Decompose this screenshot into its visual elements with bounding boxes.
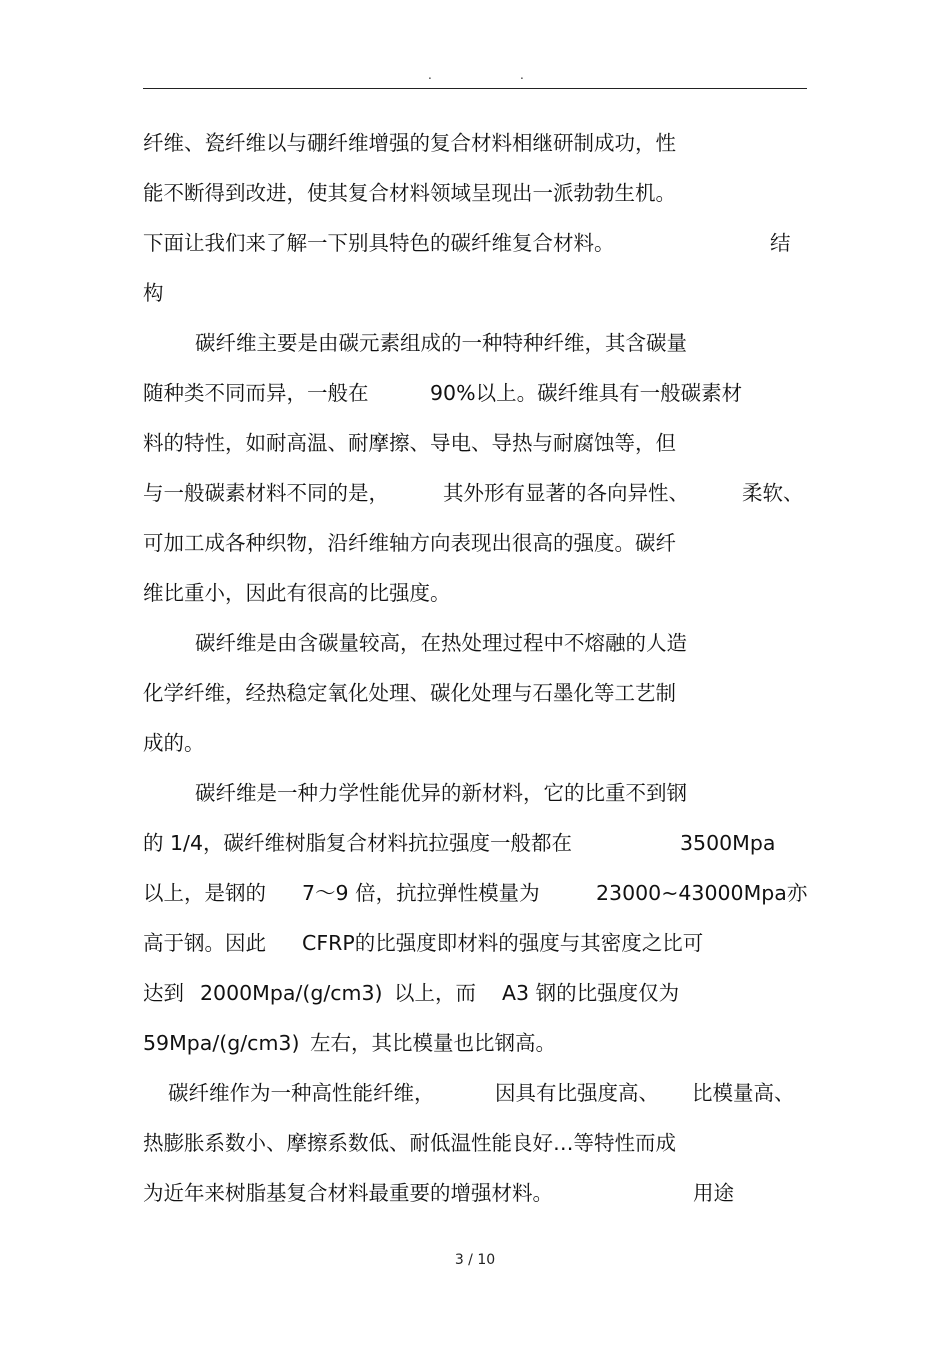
text-segment: 纤维、瓷纤维以与硼纤维增强的复合材料相继研制成功，性 xyxy=(143,131,676,155)
text-segment: 59Mpa/(g/cm3) xyxy=(143,1031,300,1055)
text-line xyxy=(0,130,950,156)
header-dot-left: . xyxy=(428,68,432,82)
text-segment: 化学纤维，经热稳定氧化处理、碳化处理与石墨化等工艺制 xyxy=(143,681,676,705)
text-segment: 23000~43000Mpa亦 xyxy=(596,881,808,905)
text-line xyxy=(0,1030,950,1056)
text-segment: 成的。 xyxy=(143,731,205,755)
text-segment: 碳纤维是由含碳量较高，在热处理过程中不熔融的人造 xyxy=(195,631,687,655)
text-segment: 碳纤维是一种力学性能优异的新材料，它的比重不到钢 xyxy=(195,781,687,805)
text-segment: 构 xyxy=(143,281,164,305)
text-segment: 可加工成各种织物，沿纤维轴方向表现出很高的强度。碳纤 xyxy=(143,531,676,555)
text-line xyxy=(0,930,950,956)
text-segment: 与一般碳素材料不同的是， xyxy=(143,481,389,505)
text-segment: 能不断得到改进，使其复合材料领域呈现出一派勃勃生机。 xyxy=(143,181,676,205)
text-line xyxy=(0,480,950,506)
text-line xyxy=(0,330,950,356)
text-line xyxy=(0,380,950,406)
text-line xyxy=(0,280,950,306)
text-line xyxy=(0,1080,950,1106)
text-line xyxy=(0,530,950,556)
text-segment: 热膨胀系数小、摩擦系数低、耐低温性能良好…等特性而成 xyxy=(143,1131,676,1155)
text-segment: 结 xyxy=(770,231,791,255)
text-segment: 以上，是钢的 xyxy=(143,881,266,905)
text-segment: 因具有比强度高、 xyxy=(495,1081,659,1105)
text-segment: 下面让我们来了解一下别具特色的碳纤维复合材料。 xyxy=(143,231,615,255)
text-segment: 为近年来树脂基复合材料最重要的增强材料。 xyxy=(143,1181,553,1205)
text-segment: 料的特性，如耐高温、耐摩擦、导电、导热与耐腐蚀等，但 xyxy=(143,431,676,455)
text-segment: 7～9 倍，抗拉弹性模量为 xyxy=(302,881,540,905)
text-line xyxy=(0,630,950,656)
text-line xyxy=(0,580,950,606)
text-segment: 高于钢。因此 xyxy=(143,931,266,955)
text-line xyxy=(0,880,950,906)
text-line xyxy=(0,830,950,856)
text-segment: 随种类不同而异，一般在 xyxy=(143,381,369,405)
header-rule xyxy=(143,88,807,89)
text-segment: 左右，其比模量也比钢高。 xyxy=(310,1031,556,1055)
text-line xyxy=(0,730,950,756)
text-segment: 柔软、 xyxy=(742,481,804,505)
text-segment: 用途 xyxy=(693,1181,734,1205)
text-line xyxy=(0,1180,950,1206)
text-segment: 的 1/4，碳纤维树脂复合材料抗拉强度一般都在 xyxy=(143,831,573,855)
text-line xyxy=(0,180,950,206)
text-segment: 碳纤维主要是由碳元素组成的一种特种纤维，其含碳量 xyxy=(195,331,687,355)
text-line xyxy=(0,980,950,1006)
text-segment: 90%以上。碳纤维具有一般碳素材 xyxy=(430,381,743,405)
text-segment: 碳纤维作为一种高性能纤维， xyxy=(168,1081,435,1105)
text-segment: 3500Mpa xyxy=(680,831,776,855)
text-line xyxy=(0,780,950,806)
text-segment: 以上，而 xyxy=(394,981,476,1005)
text-segment: 维比重小，因此有很高的比强度。 xyxy=(143,581,451,605)
text-line xyxy=(0,430,950,456)
text-segment: 达到 xyxy=(143,981,184,1005)
page-number: 3 / 10 xyxy=(454,1252,496,1268)
text-line xyxy=(0,680,950,706)
text-segment: 比模量高、 xyxy=(692,1081,795,1105)
text-line xyxy=(0,230,950,256)
text-segment: CFRP的比强度即材料的强度与其密度之比可 xyxy=(302,931,704,955)
text-segment: A3 钢的比强度仅为 xyxy=(502,981,680,1005)
text-segment: 其外形有显著的各向异性、 xyxy=(443,481,689,505)
header-dot-right: . xyxy=(520,68,524,82)
text-segment: 2000Mpa/(g/cm3) xyxy=(200,981,383,1005)
text-line xyxy=(0,1130,950,1156)
